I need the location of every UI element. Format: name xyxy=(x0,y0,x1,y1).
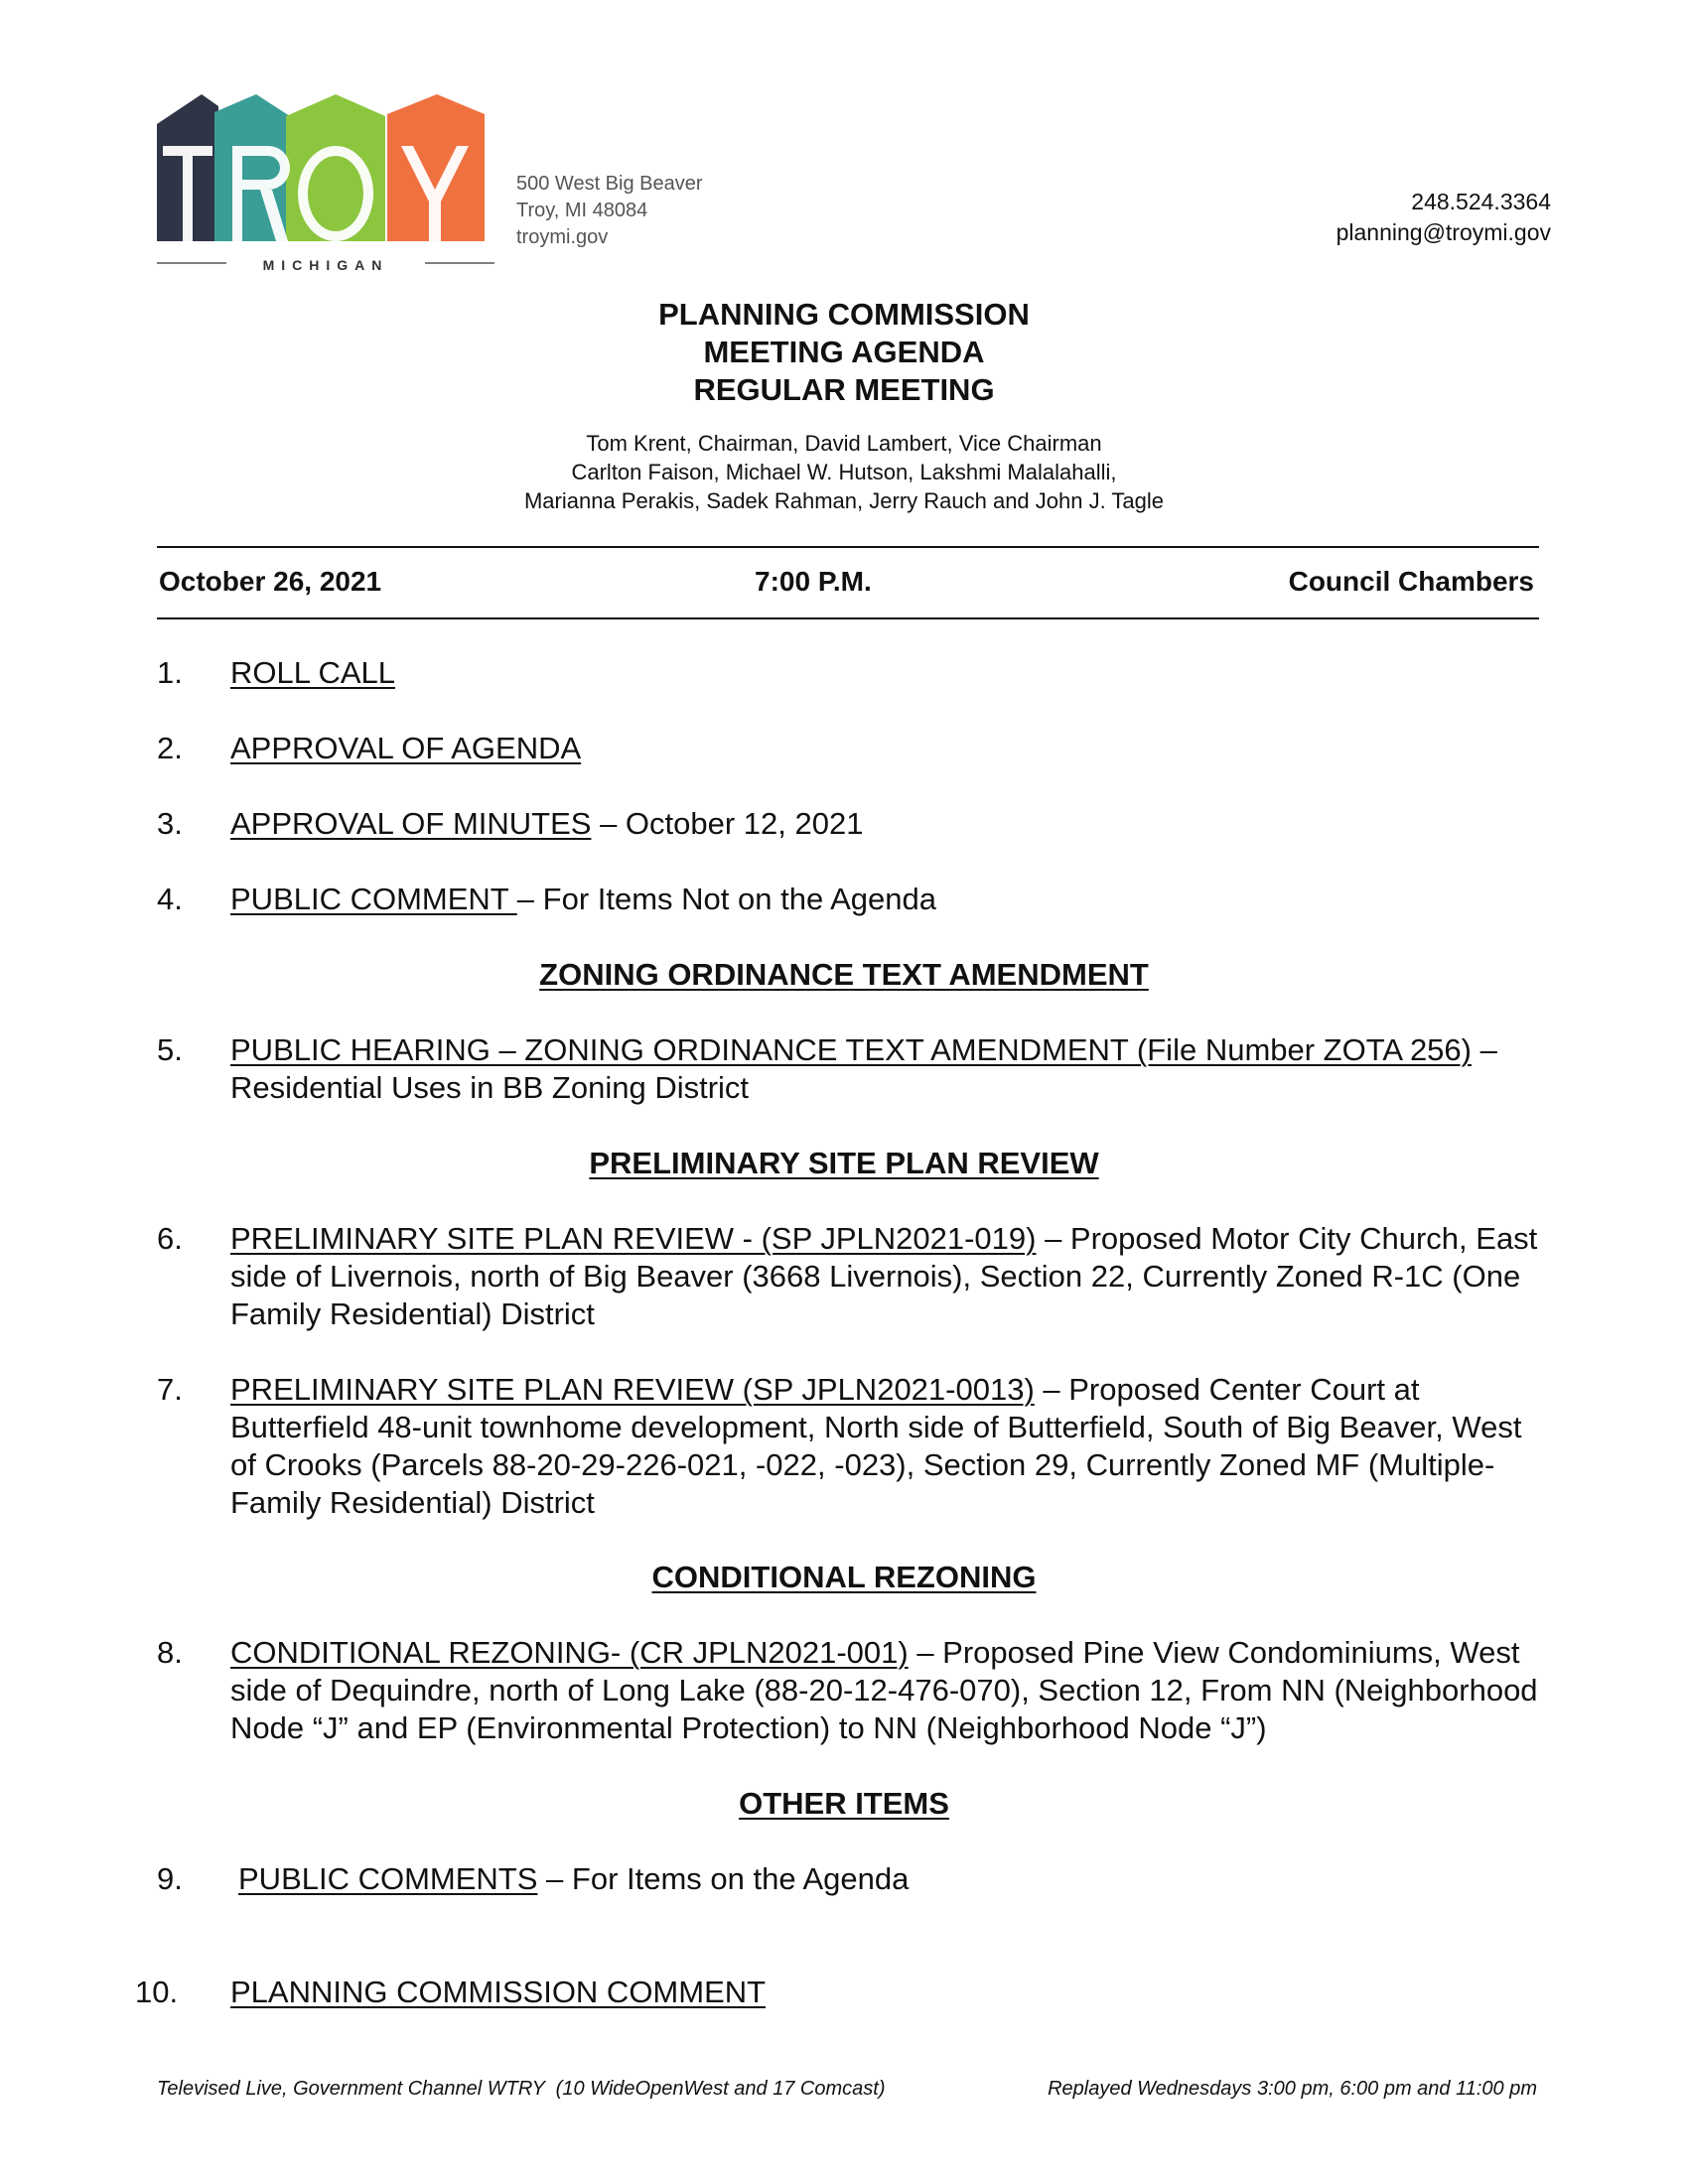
contact-block xyxy=(1336,187,1551,248)
item-heading: PLANNING COMMISSION COMMENT xyxy=(230,1975,767,2009)
title-line-2: MEETING AGENDA xyxy=(703,335,985,369)
section-heading-zoning xyxy=(0,956,1688,994)
title-line-1: PLANNING COMMISSION xyxy=(658,297,1030,332)
item-heading: PRELIMINARY SITE PLAN REVIEW - (SP JPLN2021-019) xyxy=(230,1221,1037,1256)
item-heading: APPROVAL OF MINUTES xyxy=(230,806,592,841)
commission-members xyxy=(0,429,1688,515)
section-title: PRELIMINARY SITE PLAN REVIEW xyxy=(589,1146,1099,1180)
troy-logo xyxy=(157,94,494,275)
item-heading: PUBLIC COMMENT xyxy=(230,882,517,916)
item-number: 8. xyxy=(157,1635,183,1670)
phone-number: 248.524.3364 xyxy=(1411,189,1551,214)
section-title: ZONING ORDINANCE TEXT AMENDMENT xyxy=(539,957,1149,992)
item-number: 5. xyxy=(157,1032,183,1067)
item-number: 3. xyxy=(157,806,183,841)
item-number: 6. xyxy=(157,1221,183,1256)
members-line-3: Marianna Perakis, Sadek Rahman, Jerry Rauch and John J. Tagle xyxy=(523,488,1165,513)
address-block xyxy=(516,171,703,251)
item-detail: – October 12, 2021 xyxy=(591,806,864,841)
footer-televised: Televised Live, Government Channel WTRY (10 WideOpenWest and 17 Comcast) xyxy=(157,2078,886,2100)
section-title: OTHER ITEMS xyxy=(739,1786,949,1821)
item-number: 2. xyxy=(157,731,183,765)
bottom-divider xyxy=(157,617,1539,619)
top-divider xyxy=(157,546,1539,548)
logo-subtext: MICHIGAN xyxy=(262,257,389,273)
item-heading: CONDITIONAL REZONING- (CR JPLN2021-001) xyxy=(230,1635,909,1670)
item-number: 7. xyxy=(157,1372,183,1407)
item-detail: – Proposed Center Court at Butterfield 48-unit townhome development, North side of Butterfield, South of Big Beaver, West of Crooks (Parcels 88-20-29-226-021, -022, -023), Section 29, Currently Zoned MF (Multiple-Family Residential) District xyxy=(230,1372,1522,1520)
meeting-location: Council Chambers xyxy=(1288,566,1534,597)
section-heading-other xyxy=(0,1785,1688,1823)
item-detail: – For Items Not on the Agenda xyxy=(516,882,936,916)
footer-replayed: Replayed Wednesdays 3:00 pm, 6:00 pm and 11:00 pm xyxy=(1048,2078,1537,2100)
item-heading: PRELIMINARY SITE PLAN REVIEW (SP JPLN2021-0013) xyxy=(230,1372,1035,1407)
item-number: 9. xyxy=(157,1861,183,1896)
item-number: 4. xyxy=(157,882,183,916)
item-detail: – Residential Uses in BB Zoning District xyxy=(230,1032,1497,1105)
item-detail: – For Items on the Agenda xyxy=(537,1861,910,1896)
item-heading: ROLL CALL xyxy=(230,655,395,690)
item-number: 1. xyxy=(157,655,183,690)
members-line-1: Tom Krent, Chairman, David Lambert, Vice Chairman xyxy=(586,431,1102,456)
address-city: Troy, MI 48084 xyxy=(516,200,648,221)
item-detail: – Proposed Motor City Church, East side of Livernois, north of Big Beaver (3668 Livernois), Section 22, Currently Zoned R-1C (One Family Residential) District xyxy=(230,1221,1538,1331)
broadcast-footer xyxy=(157,2078,1537,2101)
members-line-2: Carlton Faison, Michael W. Hutson, Lakshmi Malalahalli, xyxy=(571,460,1117,484)
email-address: planning@troymi.gov xyxy=(1336,219,1551,245)
document-title xyxy=(0,296,1688,409)
section-heading-site-plan xyxy=(0,1145,1688,1182)
meeting-time: 7:00 P.M. xyxy=(755,566,872,597)
section-title: CONDITIONAL REZONING xyxy=(651,1560,1037,1594)
item-detail: – Proposed Pine View Condominiums, West side of Dequindre, north of Long Lake (88-20-12-476-070), Section 12, From NN (Neighborhood Node “J” and EP (Environmental Protection) to NN (Neighborhood Node “J”) xyxy=(230,1635,1538,1745)
address-website: troymi.gov xyxy=(516,226,609,248)
title-line-3: REGULAR MEETING xyxy=(693,372,995,407)
item-heading: PUBLIC HEARING – ZONING ORDINANCE TEXT AMENDMENT (File Number ZOTA 256) xyxy=(230,1032,1472,1067)
item-number: 10. xyxy=(135,1975,179,2009)
meeting-date: October 26, 2021 xyxy=(159,566,382,597)
section-heading-rezoning xyxy=(0,1559,1688,1596)
item-heading: APPROVAL OF AGENDA xyxy=(230,731,582,765)
item-heading: PUBLIC COMMENTS xyxy=(238,1861,538,1896)
address-street: 500 West Big Beaver xyxy=(516,173,703,195)
